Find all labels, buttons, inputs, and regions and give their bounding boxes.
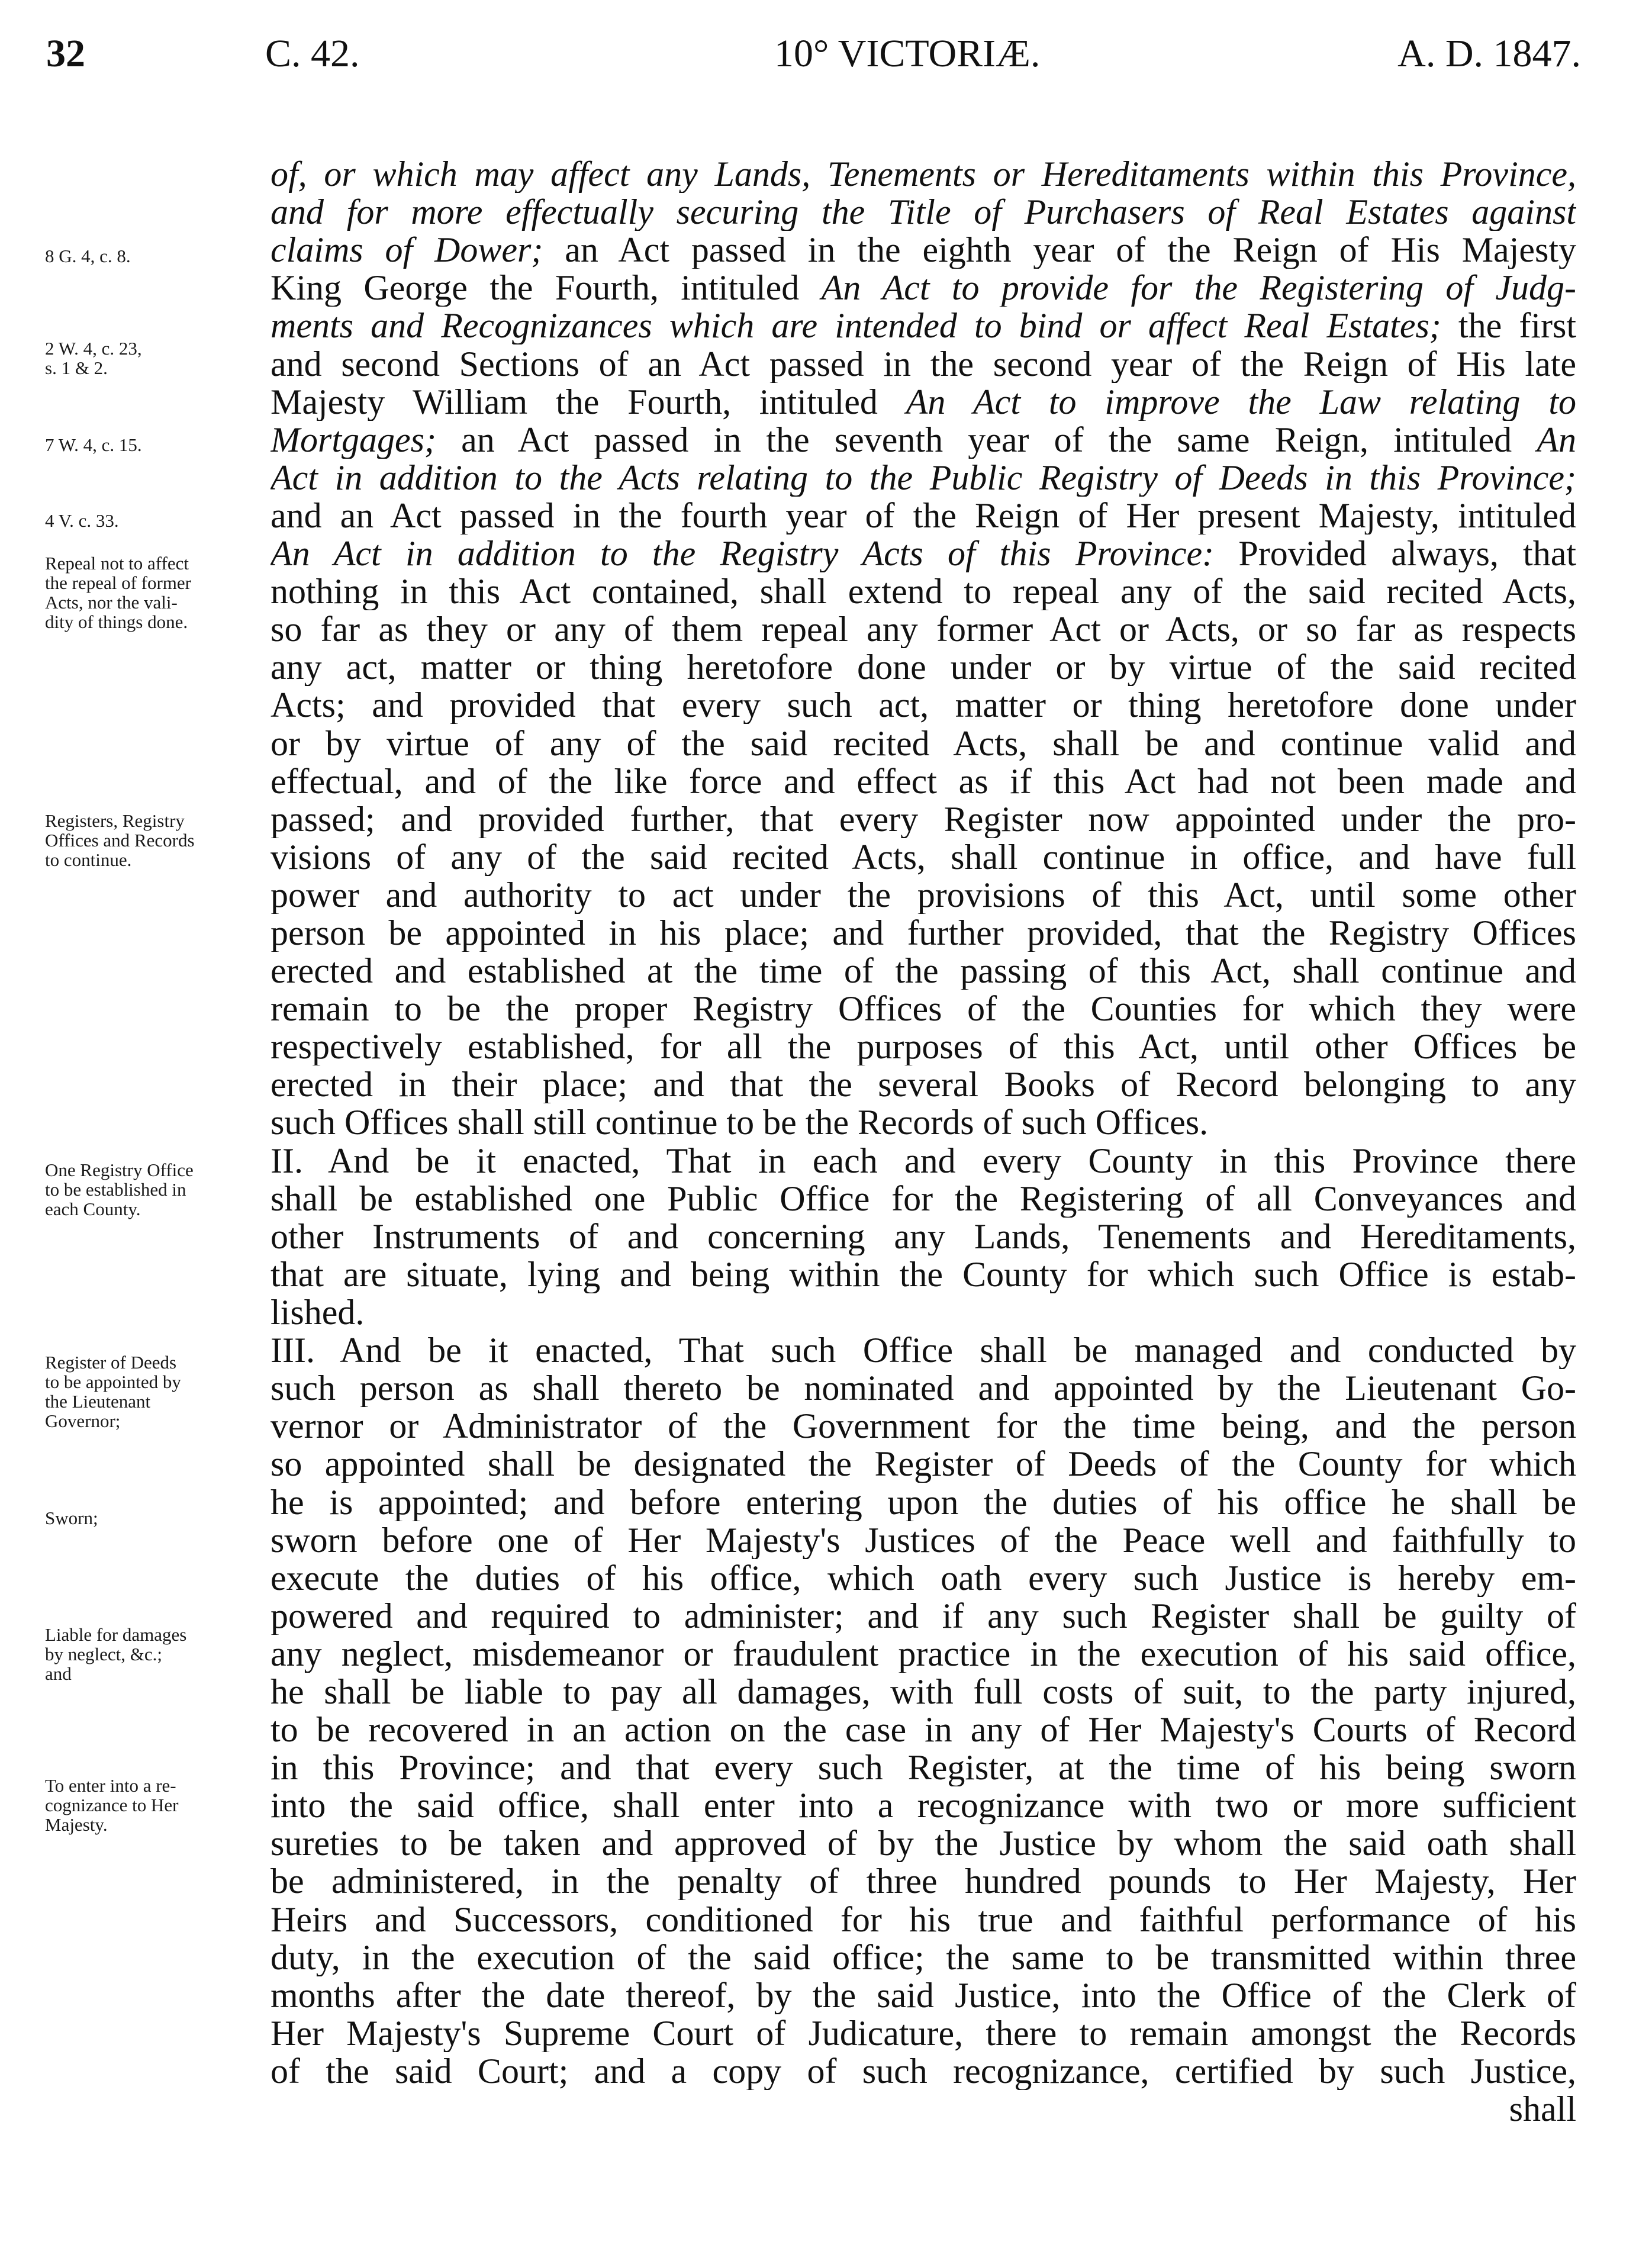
text-segment: visions of any of the said recited Acts, shall continue in office, and have full <box>270 838 1576 876</box>
text-line <box>270 383 1576 421</box>
text-segment: powered and required to administer; and if any such Register shall be guilty of <box>270 1597 1576 1635</box>
text-line <box>270 1445 1576 1483</box>
margin-note <box>45 1625 263 1683</box>
margin-note-line: 4 V. c. 33. <box>45 510 119 531</box>
text-line <box>270 1786 1576 1824</box>
margin-note-line: Repeal not to affect <box>45 553 189 574</box>
text-segment: respectively established, for all the purposes of this Act, until other Offices be <box>270 1028 1576 1065</box>
text-line <box>270 1559 1576 1597</box>
italic-text-segment: Act in addition to the Acts relating to the Public Registry of Deeds in this Province; <box>270 459 1576 497</box>
text-line <box>270 952 1576 990</box>
margin-note-line: the repeal of former <box>45 572 192 593</box>
text-line <box>270 421 1576 459</box>
italic-text-segment: of, or which may affect any Lands, Tenements or Hereditaments within this Province, <box>270 155 1576 193</box>
text-segment: power and authority to act under the provisions of this Act, until some other <box>270 876 1576 914</box>
text-line <box>270 1065 1576 1103</box>
text-line <box>270 914 1576 952</box>
text-segment: and second Sections of an Act passed in the second year of the Reign of His late <box>270 345 1576 383</box>
margin-note-line: s. 1 & 2. <box>45 358 108 378</box>
text-segment: King George the Fourth, intituled <box>270 269 822 307</box>
text-segment: so far as they or any of them repeal any former Act or Acts, or so far as respects <box>270 610 1576 648</box>
text-segment: to be recovered in an action on the case in any of Her Majesty's Courts of Record <box>270 1711 1576 1749</box>
italic-text-segment: An Act to improve the Law relating to <box>906 383 1576 421</box>
margin-note-line: to be established in <box>45 1179 186 1200</box>
text-segment: or by virtue of any of the said recited Acts, shall be and continue valid and <box>270 724 1576 762</box>
year-heading: A. D. 1847. <box>1397 32 1581 75</box>
margin-note <box>45 1160 263 1219</box>
text-line <box>270 724 1576 762</box>
text-line <box>270 1597 1576 1635</box>
text-line <box>270 686 1576 724</box>
text-segment: remain to be the proper Registry Offices of the Counties for which they were <box>270 990 1576 1028</box>
margin-note-line: dity of things done. <box>45 611 188 632</box>
text-segment: any neglect, misdemeanor or fraudulent practice in the execution of his said office, <box>270 1635 1576 1673</box>
margin-note-line: 7 W. 4, c. 15. <box>45 434 142 455</box>
text-line <box>270 193 1576 231</box>
margin-note-line: Acts, nor the vali- <box>45 592 178 613</box>
margin-note-line: to continue. <box>45 849 132 870</box>
text-segment: shall be established one Public Office for the Registering of all Conveyances and <box>270 1180 1576 1218</box>
text-line <box>270 2052 1576 2090</box>
text-segment: effectual, and of the like force and effect as if this Act had not been made and <box>270 762 1576 800</box>
text-line <box>270 1369 1576 1407</box>
text-line <box>270 1255 1576 1293</box>
margin-note-line: Sworn; <box>45 1508 98 1528</box>
text-segment: erected in their place; and that the several Books of Record belonging to any <box>270 1065 1576 1103</box>
margin-note <box>45 1776 263 1834</box>
text-segment: such Offices shall still continue to be the Records of such Offices. <box>270 1103 1209 1141</box>
text-segment: he shall be liable to pay all damages, with full costs of suit, to the party injured, <box>270 1673 1576 1711</box>
text-segment: be administered, in the penalty of three hundred pounds to Her Majesty, Her <box>270 1862 1576 1900</box>
margin-note <box>45 811 263 870</box>
margin-note <box>45 1508 263 1528</box>
text-segment: other Instruments of and concerning any Lands, Tenements and Hereditaments, <box>270 1218 1576 1255</box>
margin-note-line: each County. <box>45 1199 141 1219</box>
text-segment: Majesty William the Fourth, intituled <box>270 383 906 421</box>
text-line <box>270 1218 1576 1255</box>
margin-note-line: and <box>45 1663 72 1684</box>
text-line <box>270 307 1576 344</box>
text-line <box>270 1901 1576 1939</box>
text-segment: sworn before one of Her Majesty's Justices of the Peace well and faithfully to <box>270 1521 1576 1559</box>
text-segment: Acts; and provided that every such act, matter or thing heretofore done under <box>270 686 1576 724</box>
italic-text-segment: ments and Recognizances which are intended to bind or affect Real Estates; <box>270 307 1441 344</box>
text-line <box>270 1142 1576 1180</box>
text-segment: so appointed shall be designated the Register of Deeds of the County for which <box>270 1445 1576 1483</box>
margin-note-line: Governor; <box>45 1411 121 1431</box>
text-line <box>270 497 1576 534</box>
text-segment: shall <box>1509 2090 1576 2128</box>
text-segment: any act, matter or thing heretofore done under or by virtue of the said recited <box>270 648 1576 686</box>
italic-text-segment: An <box>1537 421 1576 459</box>
italic-text-segment: Mortgages; <box>270 421 436 459</box>
text-line <box>270 1103 1576 1141</box>
text-line <box>270 1711 1576 1749</box>
text-segment: passed; and provided further, that every Register now appointed under the pro- <box>270 800 1576 838</box>
text-line <box>270 876 1576 914</box>
margin-note-line: Majesty. <box>45 1814 108 1835</box>
text-segment: person be appointed in his place; and further provided, that the Registry Offices <box>270 914 1576 952</box>
text-segment: nothing in this Act contained, shall extend to repeal any of the said recited Acts, <box>270 572 1576 610</box>
text-line <box>270 648 1576 686</box>
margin-note-line: Registers, Registry <box>45 810 185 831</box>
text-line <box>270 838 1576 876</box>
text-segment: III. And be it enacted, That such Office shall be managed and conducted by <box>270 1331 1576 1369</box>
text-line <box>270 1939 1576 1976</box>
text-line <box>270 1483 1576 1521</box>
margin-note-line: Liable for damages <box>45 1624 187 1645</box>
text-segment: in this Province; and that every such Register, at the time of his being sworn <box>270 1749 1576 1786</box>
text-segment: an Act passed in the eighth year of the Reign of His Majesty <box>543 231 1576 269</box>
text-segment: into the said office, shall enter into a recognizance with two or more sufficient <box>270 1786 1576 1824</box>
margin-note <box>45 1353 263 1431</box>
margin-note-line: 8 G. 4, c. 8. <box>45 246 131 266</box>
text-line <box>270 1331 1576 1369</box>
text-segment: vernor or Administrator of the Government for the time being, and the person <box>270 1407 1576 1445</box>
text-line <box>270 155 1576 193</box>
text-segment: that are situate, lying and being within the County for which such Office is estab- <box>270 1255 1576 1293</box>
margin-note <box>45 246 263 266</box>
text-line <box>270 534 1576 572</box>
text-line <box>270 1293 1576 1331</box>
text-line <box>270 990 1576 1028</box>
text-segment: an Act passed in the seventh year of the same Reign, intituled <box>436 421 1537 459</box>
margin-note-line: 2 W. 4, c. 23, <box>45 338 142 359</box>
italic-text-segment: and for more effectually securing the Title of Purchasers of Real Estates against <box>270 193 1576 231</box>
text-line <box>270 1673 1576 1711</box>
text-segment: months after the date thereof, by the said Justice, into the Office of the Clerk of <box>270 1976 1576 2014</box>
text-line <box>270 2014 1576 2052</box>
text-line <box>270 1180 1576 1218</box>
text-line <box>270 269 1576 307</box>
text-segment: execute the duties of his office, which oath every such Justice is hereby em- <box>270 1559 1576 1597</box>
text-segment: he is appointed; and before entering upon the duties of his office he shall be <box>270 1483 1576 1521</box>
margin-note-line: Register of Deeds <box>45 1352 177 1373</box>
text-line <box>270 762 1576 800</box>
regnal-year: 10° VICTORIÆ. <box>774 32 1041 75</box>
text-line <box>270 1635 1576 1673</box>
italic-text-segment: claims of Dower; <box>270 231 543 269</box>
text-segment: lished. <box>270 1293 365 1331</box>
text-line <box>270 1749 1576 1786</box>
text-segment: erected and established at the time of the passing of this Act, shall continue and <box>270 952 1576 990</box>
text-segment: II. And be it enacted, That in each and every County in this Province there <box>270 1142 1576 1180</box>
margin-note-line: cognizance to Her <box>45 1795 179 1815</box>
text-line <box>270 1028 1576 1065</box>
text-segment: duty, in the execution of the said office; the same to be transmitted within three <box>270 1939 1576 1976</box>
text-line <box>270 1862 1576 1900</box>
text-line <box>270 1407 1576 1445</box>
text-line <box>270 1521 1576 1559</box>
margin-note <box>45 553 263 632</box>
text-line <box>270 610 1576 648</box>
margin-note <box>45 435 263 455</box>
margin-note-line: to be appointed by <box>45 1371 181 1392</box>
text-segment: Provided always, that <box>1214 534 1576 572</box>
margin-note-line: Offices and Records <box>45 830 195 851</box>
margin-note <box>45 339 263 378</box>
text-line <box>270 1824 1576 1862</box>
chapter-reference: C. 42. <box>265 32 360 75</box>
text-line <box>270 572 1576 610</box>
page-number: 32 <box>46 32 85 75</box>
text-segment: sureties to be taken and approved of by the Justice by whom the said oath shall <box>270 1824 1576 1862</box>
text-line <box>270 231 1576 269</box>
margin-note-line: To enter into a re- <box>45 1775 176 1796</box>
text-segment: of the said Court; and a copy of such recognizance, certified by such Justice, <box>270 2052 1576 2090</box>
text-segment: such person as shall thereto be nominated and appointed by the Lieutenant Go- <box>270 1369 1576 1407</box>
text-line <box>270 459 1576 497</box>
margin-note-line: the Lieutenant <box>45 1391 151 1412</box>
margin-note-line: One Registry Office <box>45 1160 194 1180</box>
italic-text-segment: An Act in addition to the Registry Acts of this Province: <box>270 534 1215 572</box>
text-line <box>270 345 1576 383</box>
text-segment: and an Act passed in the fourth year of the Reign of Her present Majesty, intituled <box>270 497 1576 534</box>
text-line <box>270 2090 1576 2128</box>
margin-note-line: by neglect, &c.; <box>45 1644 162 1664</box>
text-segment: Her Majesty's Supreme Court of Judicature, there to remain amongst the Records <box>270 2014 1576 2052</box>
italic-text-segment: An Act to provide for the Registering of Judg- <box>821 269 1576 307</box>
text-segment: Heirs and Successors, conditioned for his true and faithful performance of his <box>270 1901 1576 1939</box>
text-segment: the first <box>1441 307 1576 344</box>
text-line <box>270 800 1576 838</box>
text-line <box>270 1976 1576 2014</box>
margin-note <box>45 511 263 530</box>
